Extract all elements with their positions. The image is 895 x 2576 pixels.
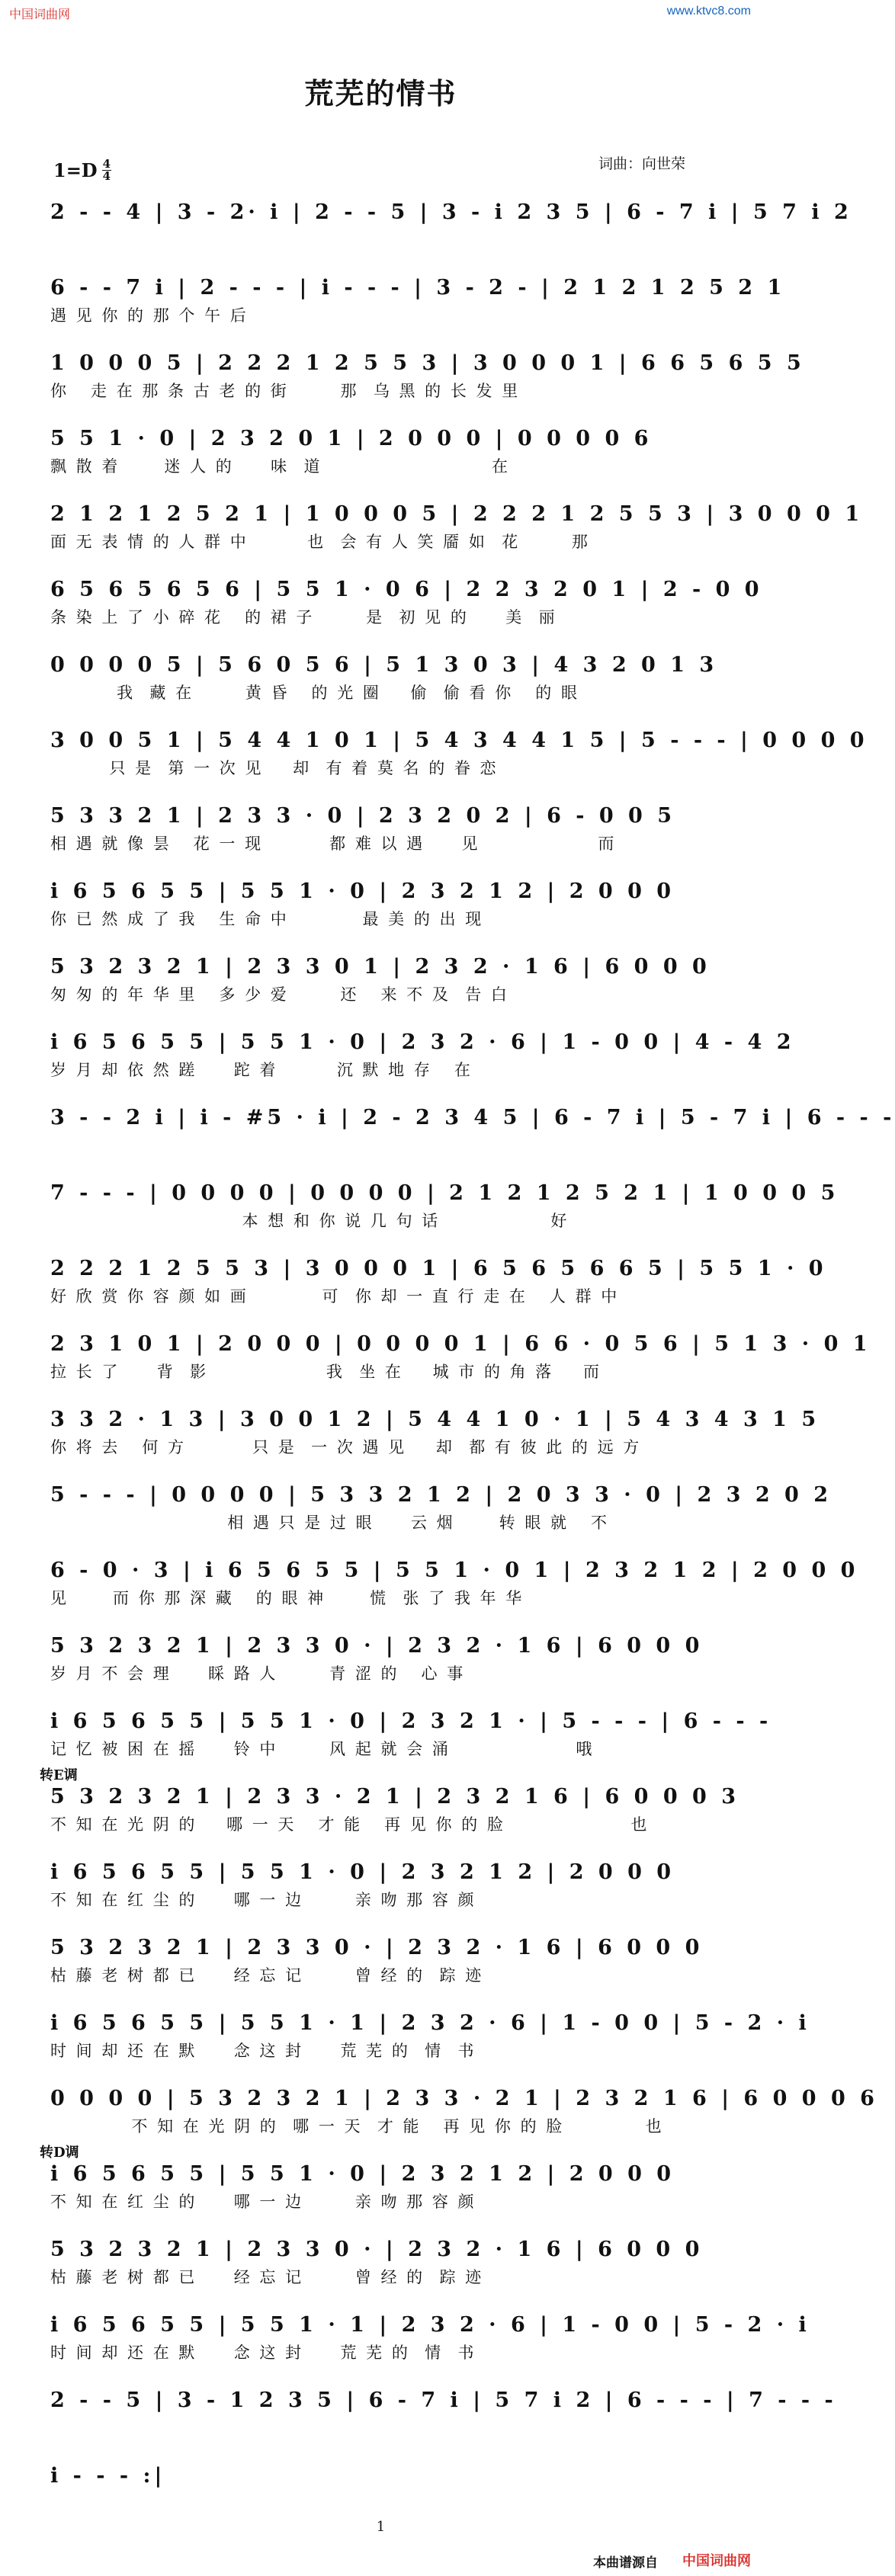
score-row [50, 1181, 839, 1249]
lyrics-line: 你 将 去 何 方 只 是 一 次 遇 见 却 都 有 彼 此 的 远 方 [50, 1438, 642, 1456]
score-row [50, 1331, 871, 1400]
lyrics-line: 不 知 在 红 尘 的 哪 一 边 亲 吻 那 容 颜 [50, 1891, 476, 1909]
score-row [50, 1558, 859, 1626]
notation-line: 1 0 0 0 5 | 2 2 2 1 2 5 5 3 | 3 0 0 0 1 | 6 6 5 6 5 5 [50, 351, 805, 375]
notation-line: 6 - - 7 i | 2 - - - | i - - - | 3 - 2 - | 2 1 2 1 2 5 2 1 [50, 276, 786, 300]
notation-line: 6 - 0 · 3 | i 6 5 6 5 5 | 5 5 1 · 0 1 | 2 3 2 1 2 | 2 0 0 0 [50, 1559, 859, 1582]
notation-line: 5 - - - | 0 0 0 0 | 5 3 3 2 1 2 | 2 0 3 3 · 0 | 2 3 2 0 2 [50, 1483, 832, 1507]
lyrics-line: 岁 月 却 依 然 蹉 跎 着 沉 默 地 存 在 [50, 1061, 473, 1079]
lyrics-line: 遇 见 你 的 那 个 午 后 [50, 306, 249, 325]
lyrics-line: 岁 月 不 会 理 睬 路 人 青 涩 的 心 事 [50, 1664, 466, 1683]
notation-line: 5 3 2 3 2 1 | 2 3 3 0 · | 2 3 2 · 1 6 | 6 0 0 0 [50, 2238, 704, 2261]
score-row [50, 728, 868, 796]
notation-line: 3 - - 2 i | i - #5 · i | 2 - 2 3 4 5 | 6 - 7 i | 5 - 7 i | 6 - - - [50, 1106, 895, 1129]
score-row [50, 1482, 832, 1551]
score-row [50, 1784, 739, 1853]
score-row [50, 1105, 895, 1174]
lyrics-line: 我 藏 在 黄 昏 的 光 圈 偷 偷 看 你 的 眼 [50, 684, 579, 702]
notation-line: 2 - - 4 | 3 - 2· i | 2 - - 5 | 3 - i 2 3 5 | 6 - 7 i | 5 7 i 2 [50, 200, 852, 224]
lyrics-line: 枯 藤 老 树 都 已 经 忘 记 曾 经 的 踪 迹 [50, 1966, 484, 1985]
lyrics-line: 不 知 在 红 尘 的 哪 一 边 亲 吻 那 容 颜 [50, 2193, 476, 2211]
song-title: 荒芜的情书 [304, 76, 457, 111]
score-row [50, 1633, 714, 1702]
notation-line: 2 1 2 1 2 5 2 1 | 1 0 0 0 5 | 2 2 2 1 2 5 5 3 | 3 0 0 0 1 [50, 502, 864, 526]
score-row [50, 2388, 837, 2456]
key-change-marker: 转D调 [40, 2145, 79, 2161]
score-row [50, 652, 718, 721]
footer-site-name: 中国词曲网 [682, 2553, 751, 2569]
lyrics-line: 记 忆 被 困 在 摇 铃 中 风 起 就 会 涌 哦 [50, 1740, 595, 1758]
score-row [50, 426, 714, 495]
notation-line: 3 0 0 5 1 | 5 4 4 1 0 1 | 5 4 3 4 4 1 5 | 5 - - - | 0 0 0 0 [50, 729, 868, 752]
notation-line: 0 0 0 0 | 5 3 2 3 2 1 | 2 3 3 · 2 1 | 2 3 2 1 6 | 6 0 0 0 6 [50, 2087, 878, 2110]
score-row [50, 2161, 714, 2230]
lyrics-line: 相 遇 只 是 过 眼 云 烟 转 眼 就 不 [50, 1514, 610, 1532]
time-top: 4 [102, 157, 111, 171]
key-signature [53, 159, 111, 182]
score-row [50, 1709, 772, 1777]
lyrics-line: 条 染 上 了 小 碎 花 的 裙 子 是 初 见 的 美 丽 [50, 608, 557, 626]
score-row [50, 501, 864, 570]
time-signature [102, 159, 111, 182]
lyrics-line: 你 走 在 那 条 古 老 的 街 那 乌 黑 的 长 发 里 [50, 382, 521, 400]
lyrics-line: 面 无 表 情 的 人 群 中 也 会 有 人 笑 靥 如 花 那 [50, 533, 590, 551]
notation-line: i 6 5 6 5 5 | 5 5 1 · 0 | 2 3 2 · 6 | 1 - 0 0 | 4 - 4 2 [50, 1030, 795, 1054]
lyrics-line: 枯 藤 老 树 都 已 经 忘 记 曾 经 的 踪 迹 [50, 2268, 484, 2286]
lyrics-line: 见 而 你 那 深 藏 的 眼 神 慌 张 了 我 年 华 [50, 1589, 524, 1607]
notation-line: i 6 5 6 5 5 | 5 5 1 · 0 | 2 3 2 1 2 | 2 0 0 0 [50, 2162, 675, 2186]
lyrics-line: 时 间 却 还 在 默 念 这 封 荒 芜 的 情 书 [50, 2344, 476, 2362]
notation-line: 7 - - - | 0 0 0 0 | 0 0 0 0 | 2 1 2 1 2 5 2 1 | 1 0 0 0 5 [50, 1181, 839, 1205]
score-row [50, 1935, 714, 2004]
key-label: 1=D [53, 159, 98, 181]
lyrics-line: 不 知 在 光 阴 的 哪 一 天 才 能 再 见 你 的 脸 也 [50, 2117, 664, 2135]
score-row [50, 2086, 878, 2155]
notation-line: 5 3 2 3 2 1 | 2 3 3 · 2 1 | 2 3 2 1 6 | 6 0 0 0 3 [50, 1785, 739, 1809]
score-row [50, 1256, 827, 1325]
lyrics-line: 飘 散 着 迷 人 的 味 道 在 [50, 457, 511, 476]
lyrics-line: 时 间 却 还 在 默 念 这 封 荒 芜 的 情 书 [50, 2042, 476, 2060]
lyrics-line: 相 遇 就 像 昙 花 一 现 都 难 以 遇 见 而 [50, 835, 617, 853]
lyrics-line: 只 是 第 一 次 见 却 有 着 莫 名 的 眷 恋 [50, 759, 499, 777]
score-row [50, 275, 786, 344]
notation-line: 2 3 1 0 1 | 2 0 0 0 | 0 0 0 0 1 | 6 6 · 0 5 6 | 5 1 3 · 0 1 [50, 1332, 871, 1356]
notation-line: 5 3 2 3 2 1 | 2 3 3 0 1 | 2 3 2 · 1 6 | 6 0 0 0 [50, 955, 711, 979]
notation-line: 6 5 6 5 6 5 6 | 5 5 1 · 0 6 | 2 2 3 2 0 1 | 2 - 0 0 [50, 578, 763, 601]
key-change-marker: 转E调 [40, 1767, 78, 1783]
page-number: 1 [376, 2519, 386, 2535]
notation-line: i 6 5 6 5 5 | 5 5 1 · 1 | 2 3 2 · 6 | 1 - 0 0 | 5 - 2 · i [50, 2313, 810, 2337]
notation-line: i 6 5 6 5 5 | 5 5 1 · 0 | 2 3 2 1 2 | 2 0 0 0 [50, 1860, 675, 1884]
watermark-right: www.ktvc8.com [666, 5, 751, 18]
credits: 词曲：向世荣 [598, 155, 685, 172]
notation-line: 5 5 1 · 0 | 2 3 2 0 1 | 2 0 0 0 | 0 0 0 0 6 [50, 427, 653, 450]
lyrics-line: 你 已 然 成 了 我 生 命 中 最 美 的 出 现 [50, 910, 484, 928]
notation-line: 5 3 2 3 2 1 | 2 3 3 0 · | 2 3 2 · 1 6 | 6 0 0 0 [50, 1936, 704, 1959]
score-row [50, 803, 714, 872]
footer-source-text: 本曲谱源自 [593, 2555, 658, 2571]
notation-line: i 6 5 6 5 5 | 5 5 1 · 1 | 2 3 2 · 6 | 1 - 0 0 | 5 - 2 · i [50, 2011, 810, 2035]
score-row [50, 577, 763, 646]
notation-line: i - - - :| [50, 2464, 166, 2488]
notation-line: i 6 5 6 5 5 | 5 5 1 · 0 | 2 3 2 1 · | 5 - - - | 6 - - - [50, 1709, 772, 1733]
lyrics-line: 好 欣 赏 你 容 颜 如 画 可 你 却 一 直 行 走 在 人 群 中 [50, 1287, 620, 1306]
score-row [50, 200, 852, 268]
notation-line: 0 0 0 0 5 | 5 6 0 5 6 | 5 1 3 0 3 | 4 3 2 0 1 3 [50, 653, 718, 677]
notation-line: 5 3 2 3 2 1 | 2 3 3 0 · | 2 3 2 · 1 6 | 6 0 0 0 [50, 1634, 704, 1658]
score-row [50, 2010, 810, 2079]
score-row [50, 2312, 810, 2381]
score-row [50, 351, 805, 419]
notation-line: 2 - - 5 | 3 - 1 2 3 5 | 6 - 7 i | 5 7 i 2 | 6 - - - | 7 - - - [50, 2389, 837, 2412]
watermark-left: 中国词曲网 [9, 8, 71, 21]
lyrics-line: 不 知 在 光 阴 的 哪 一 天 才 能 再 见 你 的 脸 也 [50, 1815, 650, 1834]
notation-line: 2 2 2 1 2 5 5 3 | 3 0 0 0 1 | 6 5 6 5 6 6 5 | 5 5 1 · 0 [50, 1257, 827, 1280]
score-row [50, 879, 714, 947]
notation-line: i 6 5 6 5 5 | 5 5 1 · 0 | 2 3 2 1 2 | 2 0 0 0 [50, 879, 675, 903]
lyrics-line: 本 想 和 你 说 几 句 话 好 [50, 1212, 569, 1230]
score-row [50, 1407, 820, 1475]
notation-line: 5 3 3 2 1 | 2 3 3 · 0 | 2 3 2 0 2 | 6 - 0 0 5 [50, 804, 676, 828]
score-row [50, 1030, 795, 1098]
notation-line: 3 3 2 · 1 3 | 3 0 0 1 2 | 5 4 4 1 0 · 1 | 5 4 3 4 3 1 5 [50, 1408, 820, 1431]
score-row [50, 2237, 714, 2305]
score-row [50, 954, 714, 1023]
lyrics-line: 匆 匆 的 年 华 里 多 少 爱 还 来 不 及 告 白 [50, 985, 509, 1004]
score-row [50, 1860, 714, 1928]
time-bottom: 4 [102, 169, 111, 183]
lyrics-line: 拉 长 了 背 影 我 坐 在 城 市 的 角 落 而 [50, 1363, 602, 1381]
